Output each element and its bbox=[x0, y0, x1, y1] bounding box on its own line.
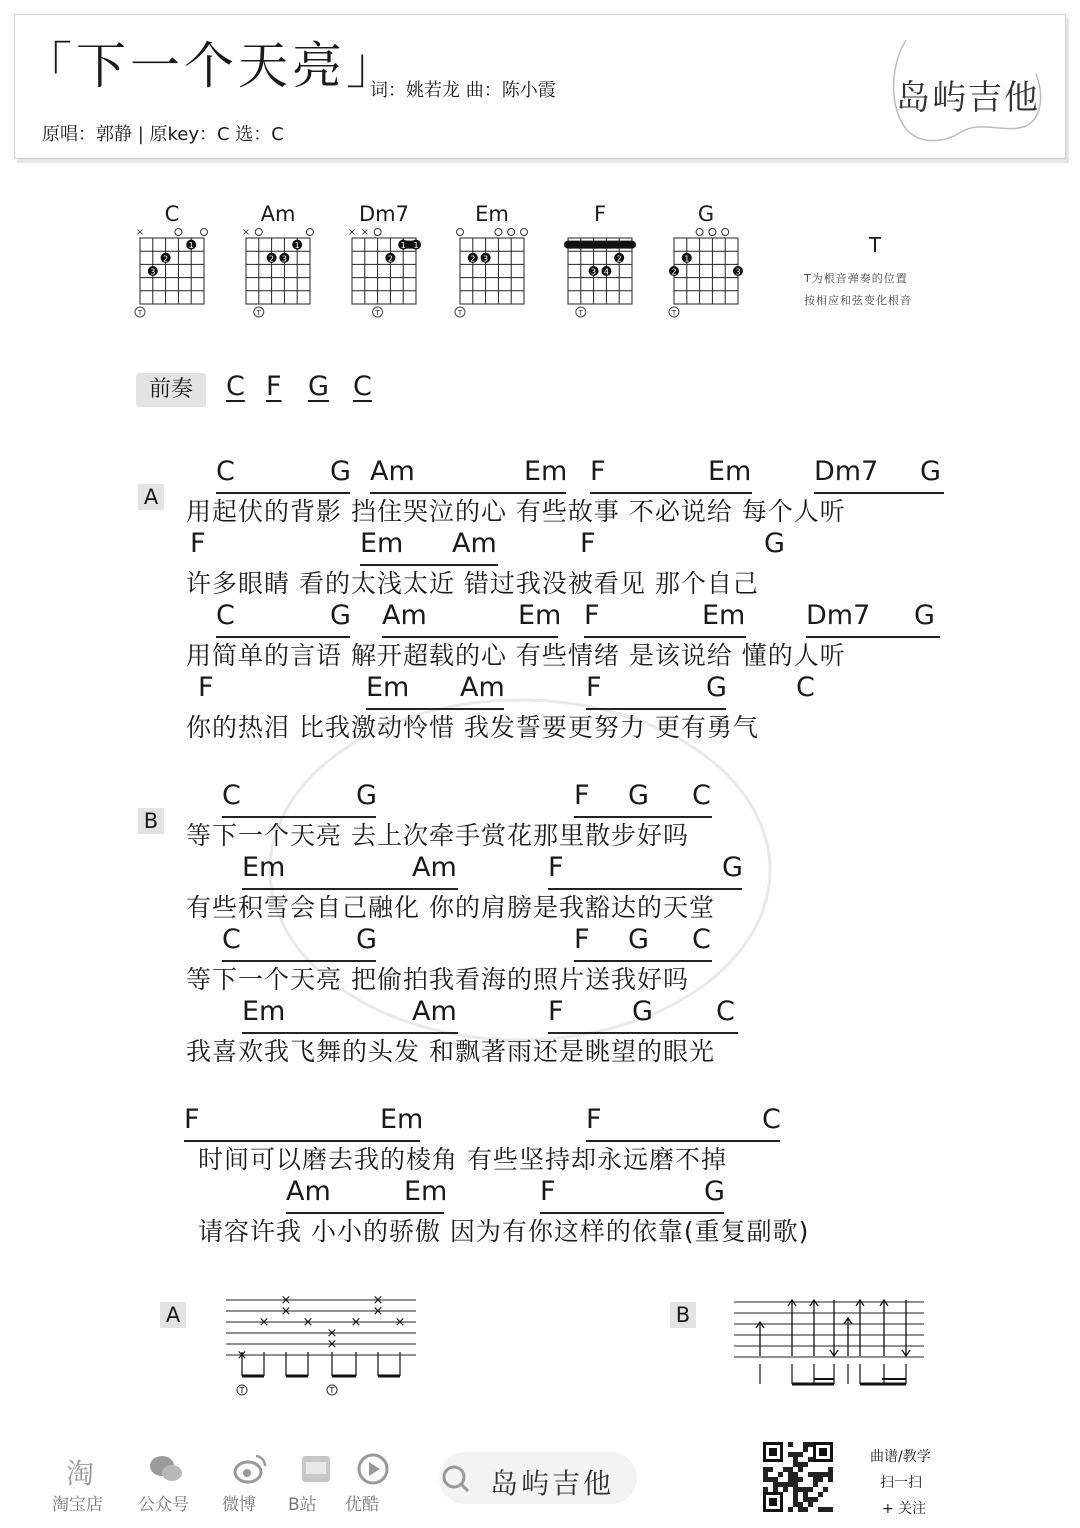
original-key-info: 原唱：郭静 | 原key：C 选：C bbox=[42, 124, 284, 145]
svg-text:T: T bbox=[239, 1386, 245, 1395]
lyric-chord: G bbox=[632, 996, 653, 1027]
brand-name: 岛屿吉他 bbox=[490, 1467, 615, 1500]
lyric-chord: Am bbox=[370, 456, 415, 487]
chord-duration-line bbox=[590, 492, 752, 494]
chord-diagram-am bbox=[238, 202, 328, 317]
svg-text:2: 2 bbox=[387, 254, 393, 264]
svg-text:×: × bbox=[236, 1348, 248, 1363]
pattern-a-label: A bbox=[160, 1302, 186, 1328]
lyric-line: 用简单的言语 解开超载的心 有些情绪 是该说给 懂的人听 bbox=[186, 641, 846, 670]
lyric-line: 等下一个天亮 去上次牵手赏花那里散步好吗 bbox=[186, 821, 689, 850]
chord-duration-line bbox=[574, 816, 712, 818]
lyric-chord: G bbox=[330, 600, 351, 631]
svg-text:×: × bbox=[350, 1315, 362, 1330]
chord-duration-line bbox=[370, 492, 566, 494]
lyric-chord: C bbox=[216, 600, 235, 631]
svg-text:×: × bbox=[360, 227, 369, 238]
lyric-chord: F bbox=[540, 1176, 556, 1207]
lyric-chord: C bbox=[762, 1104, 781, 1135]
svg-text:3: 3 bbox=[735, 267, 741, 277]
lyric-chord: Am bbox=[412, 996, 457, 1027]
lyric-chord: F bbox=[198, 672, 214, 703]
lyric-chord: G bbox=[764, 528, 785, 559]
lyric-chord: F bbox=[590, 456, 606, 487]
lyric-chord: G bbox=[356, 780, 377, 811]
lyric-chord: G bbox=[330, 456, 351, 487]
lyric-chord: Am bbox=[460, 672, 505, 703]
chord-duration-line bbox=[242, 888, 458, 890]
lyric-chord: Em bbox=[242, 852, 286, 883]
chord-name: Em bbox=[475, 202, 509, 226]
lyric-chord: G bbox=[628, 780, 649, 811]
lyric-chord: F bbox=[190, 528, 206, 559]
svg-text:×: × bbox=[326, 1326, 338, 1341]
chord-diagram-g bbox=[666, 202, 756, 317]
svg-text:2: 2 bbox=[163, 254, 169, 264]
section-a-marker: A bbox=[138, 484, 164, 510]
lyric-line: 时间可以磨去我的棱角 有些坚持却永远磨不掉 bbox=[198, 1145, 727, 1174]
svg-text:3: 3 bbox=[150, 267, 156, 277]
lyric-chord: C bbox=[692, 780, 711, 811]
root-marker-icon: T bbox=[868, 233, 882, 257]
lyric-chord: F bbox=[574, 924, 590, 955]
lyric-chord: G bbox=[706, 672, 727, 703]
svg-text:1: 1 bbox=[294, 241, 300, 251]
lyric-chord: Em bbox=[708, 456, 752, 487]
lyric-chord: F bbox=[184, 1104, 200, 1135]
qr-code-icon[interactable] bbox=[763, 1442, 833, 1512]
svg-text:1: 1 bbox=[400, 241, 406, 251]
footer-link-label[interactable]: 淘宝店 bbox=[52, 1495, 103, 1515]
chord-name: Am bbox=[260, 202, 296, 226]
intro-chord: C bbox=[353, 371, 372, 402]
lyric-chord: F bbox=[548, 996, 564, 1027]
svg-text:2: 2 bbox=[470, 254, 476, 264]
chord-duration-line bbox=[366, 708, 504, 710]
chord-diagram-em bbox=[452, 202, 542, 317]
lyric-chord: G bbox=[628, 924, 649, 955]
svg-text:3: 3 bbox=[591, 267, 597, 277]
lyric-chord: C bbox=[222, 780, 241, 811]
intro-label: 前奏 bbox=[136, 373, 206, 407]
chord-duration-line bbox=[382, 636, 558, 638]
root-note-line2: 按相应和弦变化根音 bbox=[804, 294, 912, 307]
chord-grid bbox=[560, 226, 640, 320]
lyric-line: 我喜欢我飞舞的头发 和飘著雨还是眺望的眼光 bbox=[186, 1037, 715, 1066]
svg-text:1: 1 bbox=[413, 241, 419, 251]
footer-link-label[interactable]: 公众号 bbox=[138, 1495, 189, 1515]
lyric-chord: Em bbox=[404, 1176, 448, 1207]
chord-duration-line bbox=[360, 564, 498, 566]
chord-grid bbox=[344, 226, 424, 320]
chord-diagram-f bbox=[560, 202, 650, 317]
chord-duration-line bbox=[242, 1032, 458, 1034]
lyric-line: 用起伏的背影 挡住哭泣的心 有些故事 不必说给 每个人听 bbox=[186, 497, 846, 526]
svg-text:T: T bbox=[578, 309, 583, 317]
chord-grid bbox=[238, 226, 318, 320]
svg-text:×: × bbox=[372, 1304, 384, 1319]
lyric-chord: F bbox=[580, 528, 596, 559]
chord-duration-line bbox=[216, 492, 350, 494]
intro-chord: G bbox=[308, 371, 329, 402]
footer-link-label[interactable]: 微博 bbox=[222, 1495, 256, 1515]
lyric-chord: C bbox=[716, 996, 735, 1027]
lyric-chord: Em bbox=[360, 528, 404, 559]
chord-diagram-dm7 bbox=[344, 202, 434, 317]
lyric-chord: Dm7 bbox=[814, 456, 879, 487]
svg-text:×: × bbox=[372, 1293, 384, 1308]
lyric-chord: G bbox=[722, 852, 743, 883]
lyric-chord: F bbox=[586, 1104, 602, 1135]
watermark-logo-icon bbox=[260, 690, 780, 1050]
lyric-chord: Am bbox=[286, 1176, 331, 1207]
brand-logo-text: 岛屿吉他 bbox=[896, 78, 1040, 118]
lyric-chord: C bbox=[216, 456, 235, 487]
lyric-chord: Em bbox=[242, 996, 286, 1027]
chord-duration-line bbox=[540, 1212, 724, 1214]
intro-chord: C bbox=[226, 371, 245, 402]
lyric-line: 请容许我 小小的骄傲 因为有你这样的依靠(重复副歌) bbox=[198, 1217, 810, 1246]
chord-duration-line bbox=[814, 492, 944, 494]
chord-duration-line bbox=[548, 888, 742, 890]
lyric-chord: Dm7 bbox=[806, 600, 871, 631]
taobao-icon[interactable]: 淘 bbox=[65, 1457, 94, 1490]
lyric-chord: Am bbox=[382, 600, 427, 631]
footer-link-label[interactable]: 优酷 bbox=[345, 1495, 379, 1515]
svg-text:T: T bbox=[457, 309, 463, 317]
chord-diagram-c bbox=[132, 202, 222, 317]
lyric-chord: C bbox=[222, 924, 241, 955]
svg-text:T: T bbox=[671, 309, 677, 317]
qr-note-2: 扫一扫 bbox=[880, 1475, 922, 1491]
lyric-chord: F bbox=[548, 852, 564, 883]
svg-text:4: 4 bbox=[603, 267, 609, 277]
chord-name: Dm7 bbox=[359, 202, 409, 226]
chord-duration-line bbox=[586, 1140, 780, 1142]
svg-text:1: 1 bbox=[188, 241, 194, 251]
lyric-line: 你的热泪 比我激动怜惜 我发誓要更努力 更有勇气 bbox=[186, 713, 759, 742]
svg-text:3: 3 bbox=[281, 254, 287, 264]
svg-text:×: × bbox=[280, 1293, 292, 1308]
svg-text:×: × bbox=[135, 227, 145, 238]
intro-chord: F bbox=[266, 371, 282, 402]
svg-text:×: × bbox=[258, 1315, 270, 1330]
section-b-marker: B bbox=[138, 808, 164, 834]
bilibili-icon[interactable] bbox=[298, 1452, 334, 1486]
chord-name: F bbox=[593, 202, 607, 226]
svg-text:2: 2 bbox=[671, 267, 677, 277]
chord-name: G bbox=[697, 202, 715, 226]
lyric-line: 许多眼睛 看的太浅太近 错过我没被看见 那个自己 bbox=[186, 569, 759, 598]
wechat-icon[interactable] bbox=[148, 1452, 184, 1486]
chord-duration-line bbox=[584, 636, 746, 638]
qr-note-1: 曲谱/教学 bbox=[870, 1449, 931, 1465]
chord-duration-line bbox=[184, 1140, 420, 1142]
pattern-a-tab bbox=[222, 1292, 422, 1402]
svg-text:×: × bbox=[347, 227, 357, 238]
svg-text:2: 2 bbox=[616, 254, 622, 264]
chord-duration-line bbox=[586, 708, 726, 710]
lyric-chord: Em bbox=[524, 456, 568, 487]
svg-text:×: × bbox=[302, 1315, 314, 1330]
qr-note-3: + 关注 bbox=[882, 1501, 927, 1517]
song-credits: 词：姚若龙 曲：陈小霞 bbox=[370, 80, 556, 101]
lyric-chord: Em bbox=[366, 672, 410, 703]
lyric-line: 有些积雪会自己融化 你的肩膀是我豁达的天堂 bbox=[186, 893, 715, 922]
chord-duration-line bbox=[574, 960, 712, 962]
chord-name: C bbox=[164, 202, 180, 226]
chord-duration-line bbox=[222, 816, 376, 818]
svg-text:1: 1 bbox=[684, 254, 690, 264]
svg-text:×: × bbox=[280, 1304, 292, 1319]
lyric-chord: C bbox=[796, 672, 815, 703]
lyric-chord: Am bbox=[452, 528, 497, 559]
lyric-chord: Am bbox=[412, 852, 457, 883]
pattern-b-label: B bbox=[670, 1302, 696, 1328]
svg-text:2: 2 bbox=[269, 254, 275, 264]
svg-text:T: T bbox=[329, 1386, 335, 1395]
lyric-chord: Em bbox=[380, 1104, 424, 1135]
youku-icon[interactable] bbox=[355, 1452, 391, 1486]
lyric-line: 等下一个天亮 把偷拍我看海的照片送我好吗 bbox=[186, 965, 689, 994]
chord-duration-line bbox=[222, 960, 376, 962]
chord-grid bbox=[452, 226, 532, 320]
lyric-chord: F bbox=[574, 780, 590, 811]
lyric-chord: G bbox=[704, 1176, 725, 1207]
svg-text:T: T bbox=[256, 309, 261, 317]
lyric-chord: C bbox=[692, 924, 711, 955]
lyric-chord: G bbox=[356, 924, 377, 955]
svg-text:×: × bbox=[326, 1337, 338, 1352]
chord-grid bbox=[666, 226, 746, 320]
chord-duration-line bbox=[548, 1032, 738, 1034]
chord-duration-line bbox=[216, 636, 350, 638]
lyric-chord: F bbox=[586, 672, 602, 703]
lyric-chord: Em bbox=[702, 600, 746, 631]
weibo-icon[interactable] bbox=[232, 1452, 268, 1486]
chord-duration-line bbox=[286, 1212, 444, 1214]
chord-grid bbox=[132, 226, 212, 320]
lyric-chord: G bbox=[914, 600, 935, 631]
lyric-chord: Em bbox=[518, 600, 562, 631]
svg-text:T: T bbox=[375, 309, 380, 317]
svg-text:T: T bbox=[137, 309, 143, 317]
chord-duration-line bbox=[806, 636, 940, 638]
lyric-chord: F bbox=[584, 600, 600, 631]
svg-text:3: 3 bbox=[483, 254, 489, 264]
pattern-b-tab bbox=[730, 1292, 930, 1392]
lyric-chord: G bbox=[920, 456, 941, 487]
song-title: 「下一个天亮」 bbox=[22, 37, 400, 95]
root-note-line1: T为根音弹奏的位置 bbox=[804, 272, 908, 285]
svg-text:×: × bbox=[241, 227, 251, 238]
footer-link-label[interactable]: B站 bbox=[288, 1495, 317, 1515]
svg-text:×: × bbox=[394, 1315, 406, 1330]
